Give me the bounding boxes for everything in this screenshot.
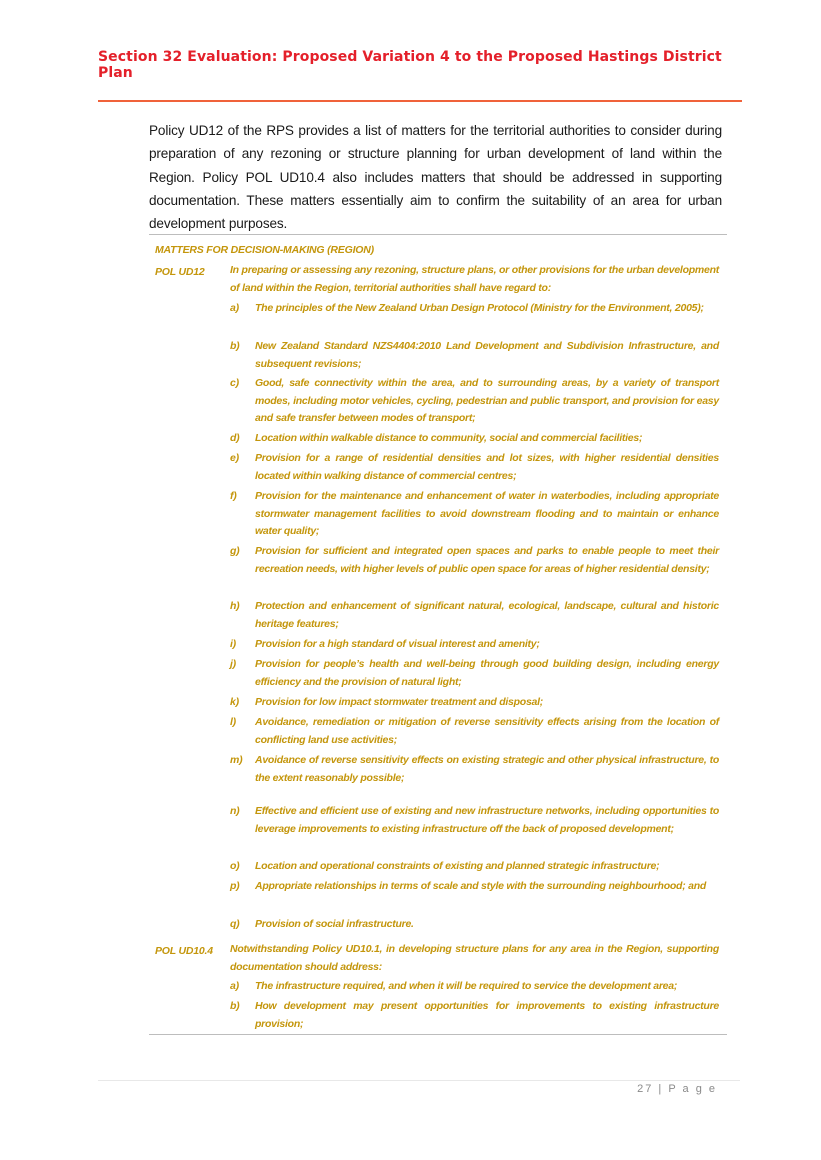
list-item	[230, 752, 719, 787]
list-item	[230, 598, 719, 633]
list-item-label: c)	[230, 377, 239, 389]
list-item-label: e)	[230, 452, 239, 464]
list-item-label: h)	[230, 600, 240, 612]
list-item-label: i)	[230, 638, 236, 650]
list-item-label: a)	[230, 302, 239, 314]
list-item-text: Avoidance of reverse sensitivity effects on existing strategic and other physical infrastructure, to the extent reasonably possible;	[255, 754, 719, 784]
list-item-label: d)	[230, 432, 240, 444]
list-item-text: Provision for people’s health and well-being through good building design, including energy efficiency and the provision of natural light;	[255, 658, 719, 688]
policy-text: In preparing or assessing any rezoning, structure plans, or other provisions for the urban development of land within the Region, territorial authorities shall have regard to:	[230, 264, 719, 294]
list-item-label: g)	[230, 545, 240, 557]
list-item-text: Provision for low impact stormwater treatment and disposal;	[255, 696, 544, 708]
list-item	[230, 300, 719, 318]
policy-text: Notwithstanding Policy UD10.1, in developing structure plans for any area in the Region, supporting documentation should address:	[230, 943, 719, 973]
list-item-label: k)	[230, 696, 239, 708]
list-item-label: b)	[230, 340, 240, 352]
list-item-text: Effective and efficient use of existing and new infrastructure networks, including opportunities to leverage improvements to existing infrastructure off the back of proposed development;	[255, 805, 719, 835]
list-item	[230, 998, 719, 1033]
list-item-text: Good, safe connectivity within the area, and to surrounding areas, by a variety of transport modes, including motor vehicles, cycling, pedestrian and public transport, and provision for easy and safe transfer between modes of transport;	[255, 377, 719, 424]
list-item-text: Provision for a high standard of visual interest and amenity;	[255, 638, 540, 650]
matters-box-heading: MATTERS FOR DECISION-MAKING (REGION)	[155, 244, 374, 256]
list-item-label: f)	[230, 490, 237, 502]
list-item	[230, 694, 719, 712]
list-item-label: b)	[230, 1000, 240, 1012]
list-item	[230, 338, 719, 373]
list-item-label: q)	[230, 918, 240, 930]
list-item	[230, 916, 719, 934]
list-item	[230, 488, 719, 541]
list-item	[230, 450, 719, 485]
list-item-text: Provision for sufficient and integrated open spaces and parks to enable people to meet their recreation needs, with higher levels of public open space for areas of higher residential density;	[255, 545, 719, 575]
list-item-text: How development may present opportunities for improvements to existing infrastructure provision;	[255, 1000, 719, 1030]
list-item-label: n)	[230, 805, 240, 817]
list-item-label: a)	[230, 980, 239, 992]
list-item	[230, 375, 719, 428]
policy-code: POL UD10.4	[155, 945, 213, 957]
intro-paragraph: Policy UD12 of the RPS provides a list of matters for the territorial authorities to consider during preparation of any rezoning or structure planning for urban development of land within the Region. Policy POL UD10.4 also includes matters that should be addressed in supporting documentation. These matters essentially aim to confirm the suitability of an area for urban development purposes.	[149, 123, 722, 232]
list-item-text: Appropriate relationships in terms of scale and style with the surrounding neighbourhood; and	[255, 880, 707, 892]
list-item	[230, 714, 719, 749]
list-item-text: Avoidance, remediation or mitigation of reverse sensitivity effects arising from the location of conflicting land use activities;	[255, 716, 719, 746]
list-item-text: The infrastructure required, and when it will be required to service the development area;	[255, 980, 678, 992]
list-item-label: l)	[230, 716, 236, 728]
list-item	[230, 430, 719, 448]
list-item-text: New Zealand Standard NZS4404:2010 Land Development and Subdivision Infrastructure, and subsequent revisions;	[255, 340, 719, 370]
list-item	[230, 636, 719, 654]
list-item-text: Location within walkable distance to community, social and commercial facilities;	[255, 432, 643, 444]
list-item-text: Location and operational constraints of existing and planned strategic infrastructure;	[255, 860, 660, 872]
list-item	[230, 803, 719, 838]
box-bottom-border	[149, 1034, 727, 1035]
list-item	[230, 858, 719, 876]
policy-code: POL UD12	[155, 266, 205, 278]
list-item-label: o)	[230, 860, 240, 872]
list-item-label: m)	[230, 754, 243, 766]
page-header-title: Section 32 Evaluation: Proposed Variation 4 to the Proposed Hastings District Plan	[98, 49, 722, 81]
footer-divider	[98, 1080, 740, 1081]
list-item-text: Provision for the maintenance and enhancement of water in waterbodies, including appropriate stormwater management facilities to avoid downstream flooding and to maintain or enhance water quality;	[255, 490, 719, 537]
list-item-text: Provision of social infrastructure.	[255, 918, 414, 930]
list-item-text: The principles of the New Zealand Urban Design Protocol (Ministry for the Environment, 2005);	[255, 302, 704, 314]
page-number: 27 | P a g e	[637, 1083, 717, 1095]
list-item	[230, 656, 719, 691]
list-item-label: j)	[230, 658, 236, 670]
list-item	[230, 543, 719, 578]
list-item-label: p)	[230, 880, 240, 892]
box-top-border	[149, 234, 727, 235]
list-item-text: Protection and enhancement of significant natural, ecological, landscape, cultural and historic heritage features;	[255, 600, 719, 630]
list-item	[230, 978, 719, 996]
list-item-text: Provision for a range of residential densities and lot sizes, with higher residential densities located within walking distance of commercial centres;	[255, 452, 719, 482]
list-item	[230, 878, 719, 896]
header-divider	[98, 100, 742, 102]
